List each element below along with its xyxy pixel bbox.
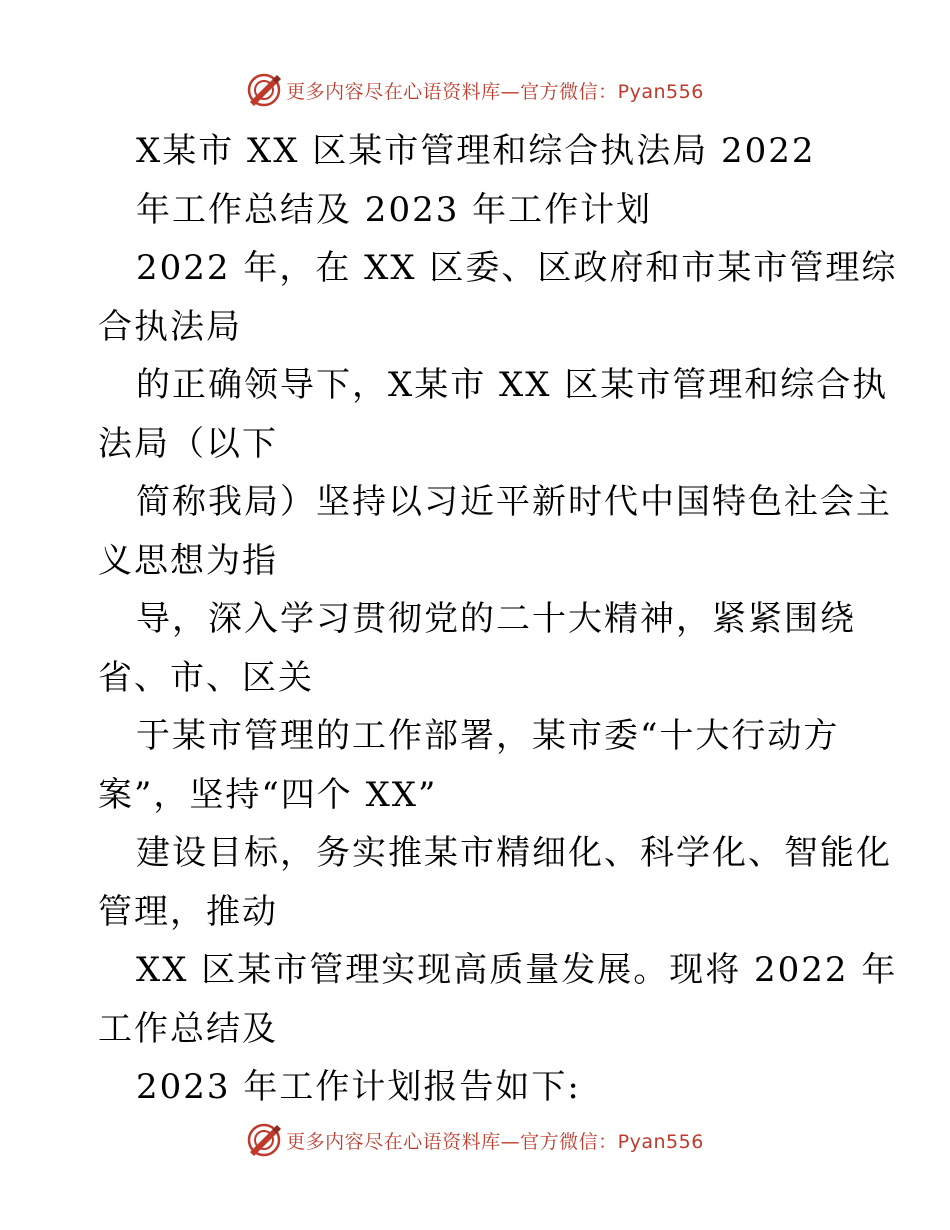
paragraph-line: 2022 年，在 XX 区委、区政府和市某市管理综 <box>136 248 898 288</box>
paragraph-line: 于某市管理的工作部署，某市委“十大行动方 <box>136 716 840 756</box>
pen-seal-logo-icon <box>246 72 282 108</box>
paragraph-line: 2023 年工作计划报告如下: <box>136 1067 581 1107</box>
document-body <box>98 122 898 1117</box>
paragraph-line: 建设目标，务实推某市精细化、科学化、智能化 <box>136 833 892 873</box>
paragraph-line: 工作总结及 <box>98 1008 278 1049</box>
footer-banner-text: 更多内容尽在心语资料库—官方微信：Pyan556 <box>286 1130 704 1153</box>
paragraph-line: 案”，坚持“四个 XX” <box>98 774 438 815</box>
paragraph-line: XX 区某市管理实现高质量发展。现将 2022 年 <box>136 950 898 990</box>
footer-banner <box>0 1120 950 1160</box>
paragraph-line: 合执法局 <box>98 306 242 347</box>
pen-seal-logo-icon <box>246 1122 282 1158</box>
paragraph-line: 省、市、区关 <box>98 657 314 698</box>
header-banner-text: 更多内容尽在心语资料库—官方微信：Pyan556 <box>286 80 704 103</box>
paragraph-line: 管理，推动 <box>98 891 278 932</box>
paragraph-line: 导，深入学习贯彻党的二十大精神，紧紧围绕 <box>136 599 856 639</box>
title-line-2: 年工作总结及 2023 年工作计划 <box>136 189 653 230</box>
header-banner <box>0 70 950 110</box>
paragraph-line: 简称我局）坚持以习近平新时代中国特色社会主 <box>136 482 892 522</box>
title-line-1: X某市 XX 区某市管理和综合执法局 2022 <box>136 131 816 171</box>
paragraph-line: 法局（以下 <box>98 423 278 464</box>
paragraph-line: 的正确领导下，X某市 XX 区某市管理和综合执 <box>136 365 889 405</box>
paragraph-line: 义思想为指 <box>98 540 278 581</box>
